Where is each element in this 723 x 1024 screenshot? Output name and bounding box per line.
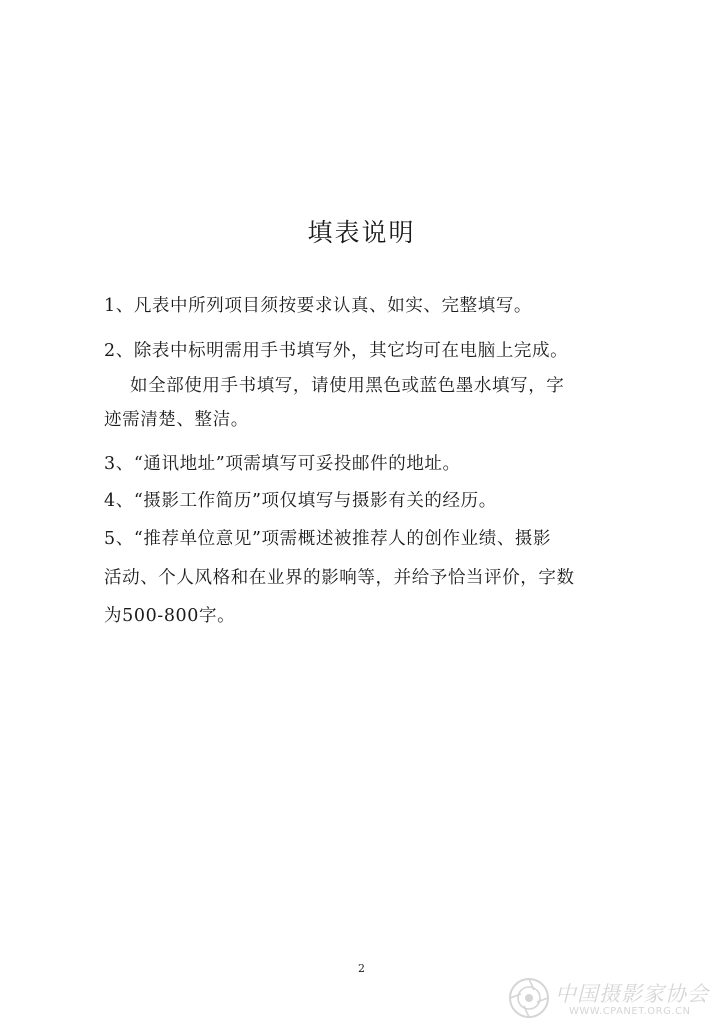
instruction-1: 1、凡表中所列项目须按要求认真、如实、完整填写。 — [104, 296, 533, 316]
instruction-3: 3、“通讯地址”项需填写可妥投邮件的地址。 — [104, 454, 461, 474]
instruction-2: 2、除表中标明需用手书填写外，其它均可在电脑上完成。 — [104, 341, 569, 361]
watermark-org-name: 中国摄影家协会 — [555, 982, 709, 1006]
page-title: 填表说明 — [307, 218, 416, 247]
instruction-2-continued-end: 迹需清楚、整洁。 — [104, 410, 249, 430]
watermark-url: WWW.CPANET.ORG.CN — [569, 1006, 691, 1017]
instruction-2-continued: 如全部使用手书填写，请使用黑色或蓝色墨水填写，字 — [130, 376, 565, 396]
watermark — [507, 976, 717, 1022]
instruction-5: 5、“推荐单位意见”项需概述被推荐人的创作业绩、摄影 — [104, 529, 552, 549]
page-number: 2 — [358, 962, 365, 975]
instruction-5-end: 为500-800字。 — [104, 606, 236, 626]
instruction-5-continued: 活动、个人风格和在业界的影响等，并给予恰当评价，字数 — [104, 568, 575, 588]
instruction-4: 4、“摄影工作简历”项仅填写与摄影有关的经历。 — [104, 491, 497, 511]
camera-lens-logo-icon — [507, 976, 551, 1020]
